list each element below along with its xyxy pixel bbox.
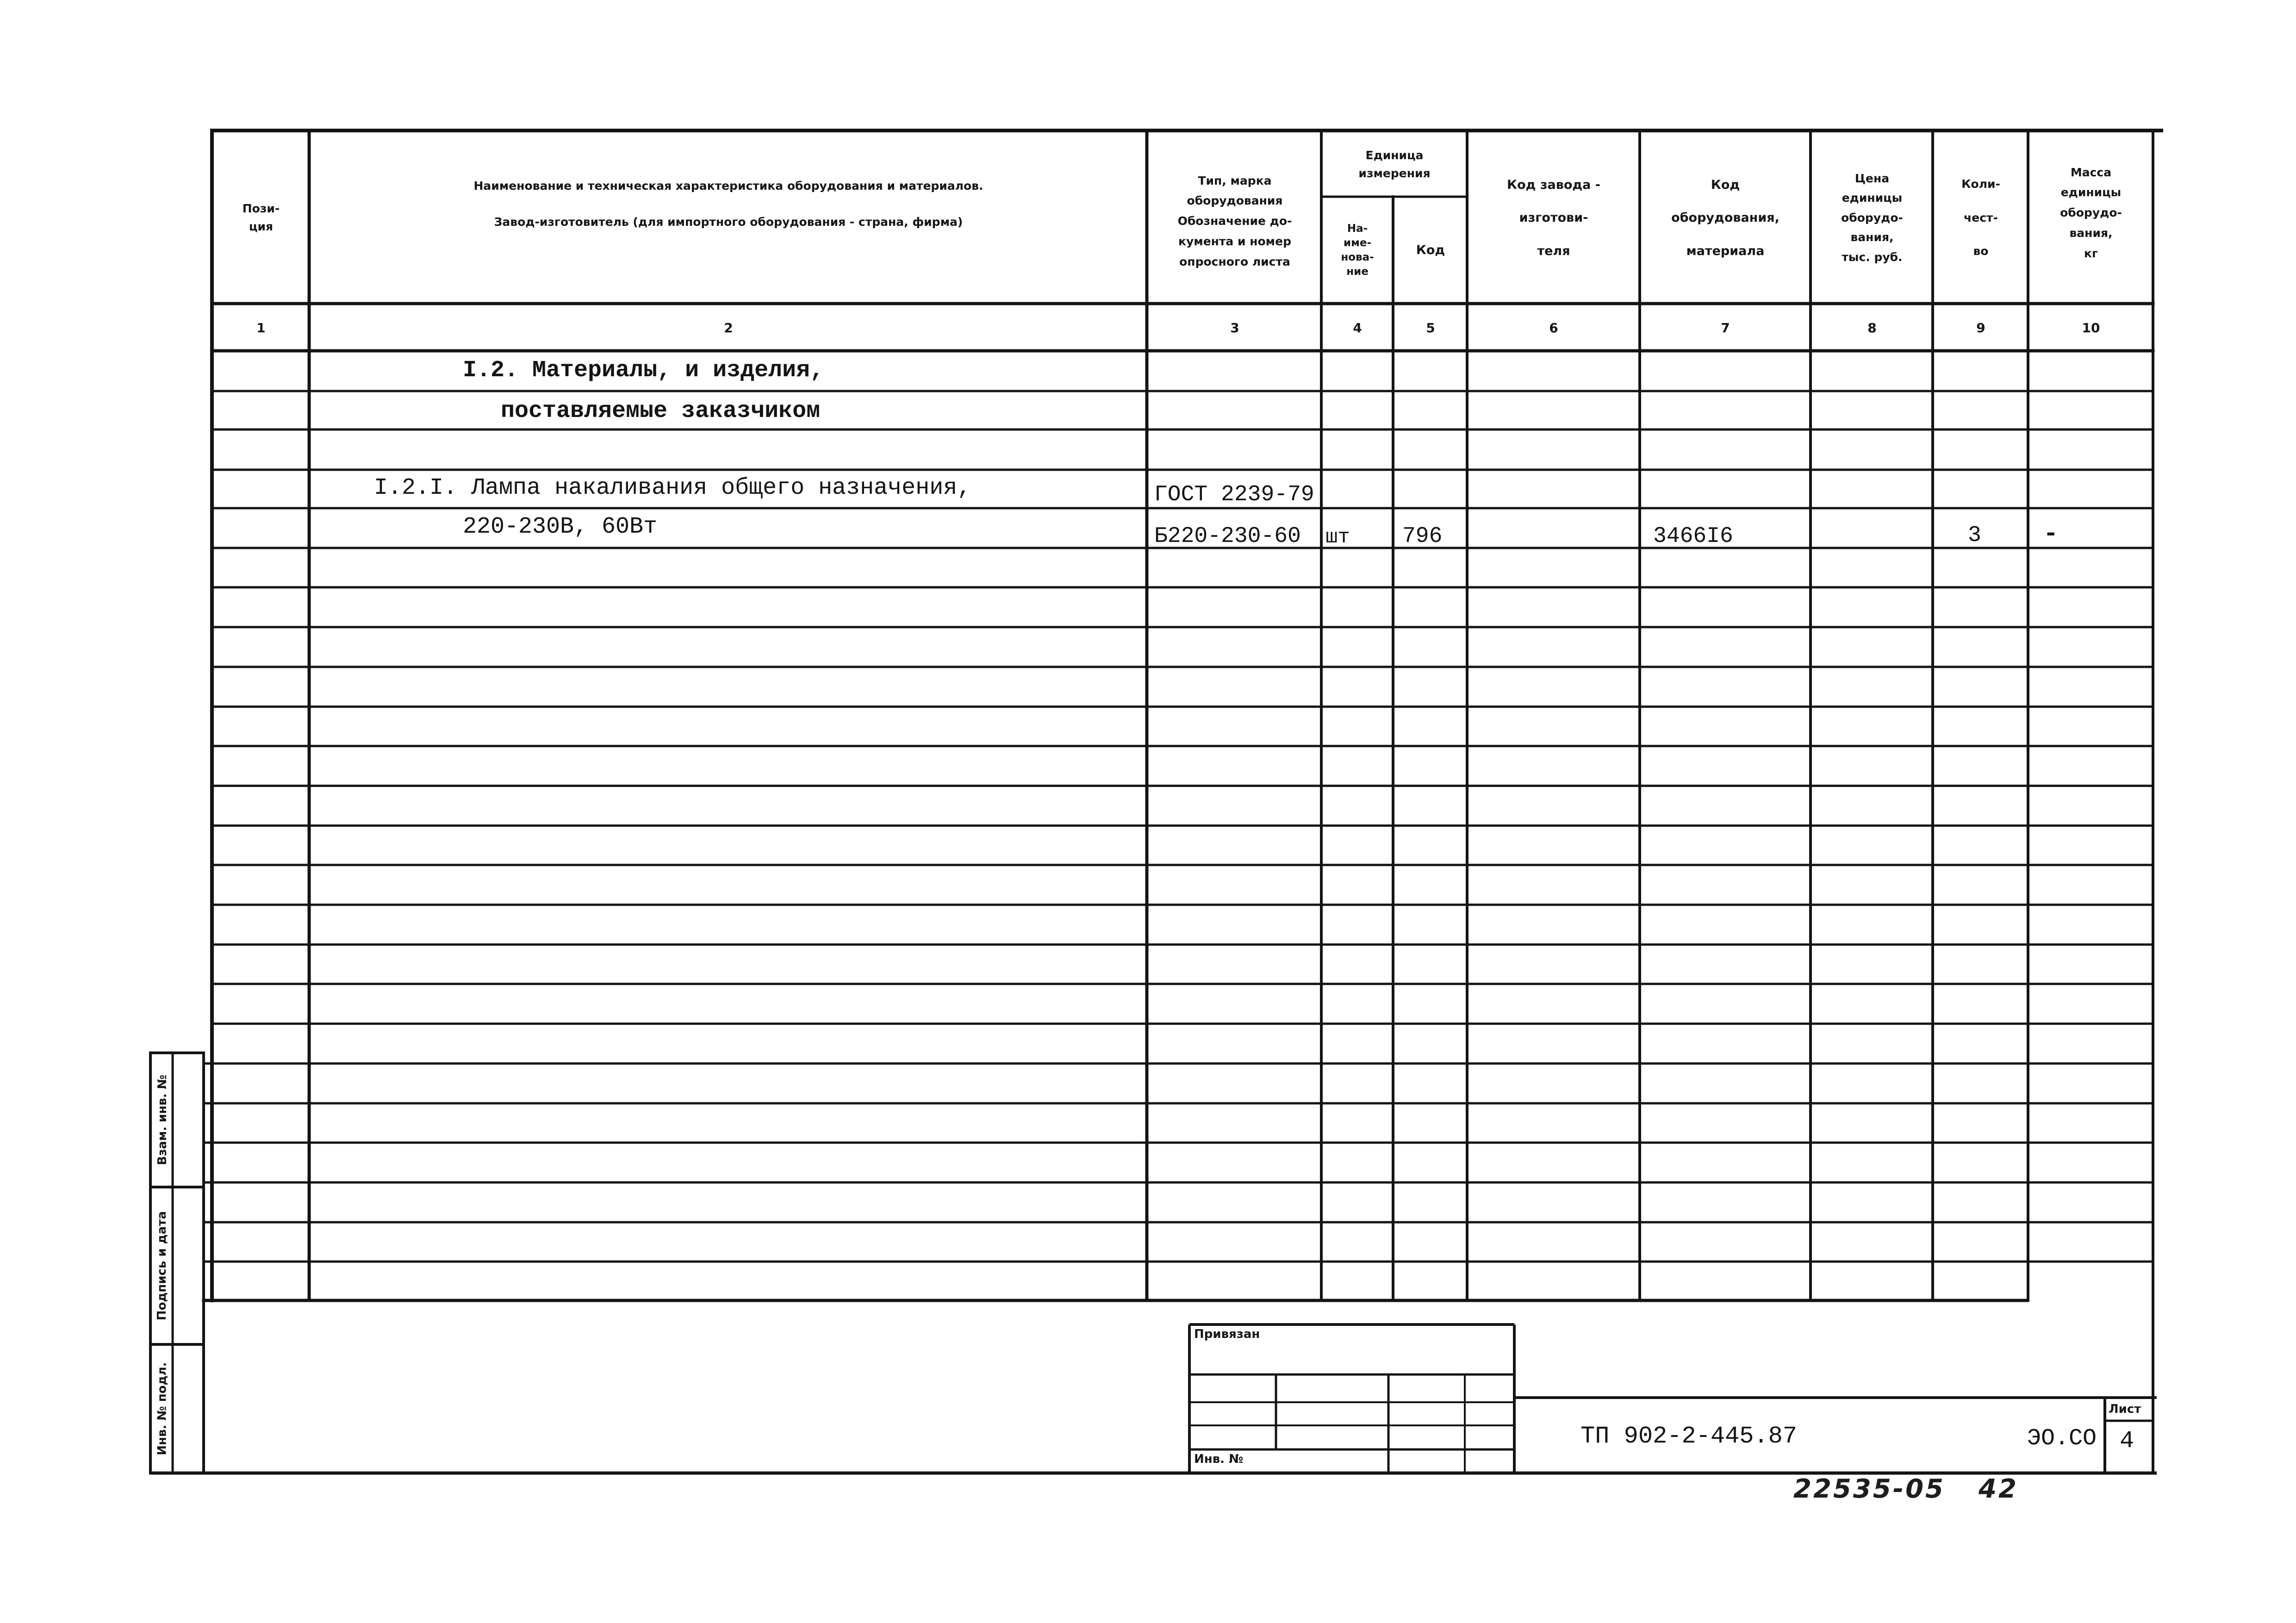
section-code: ЭО.СО <box>2027 1425 2097 1452</box>
header-unit-group: Единица измерения <box>1358 149 1431 180</box>
sheet-label: Лист <box>2109 1402 2141 1416</box>
header-price: Цена единицы оборудо- вания, тыс. руб. <box>1841 171 1903 264</box>
item-mass: - <box>2043 520 2059 548</box>
item-standard: ГОСТ 2239-79 <box>1154 482 1314 507</box>
header-unit-name: На- име- нова- ние <box>1341 222 1374 278</box>
colnum-1: 1 <box>256 320 266 336</box>
item-equip-code: 3466I6 <box>1653 524 1733 549</box>
header-mass: Масса единицы оборудо- вания, кг <box>2060 165 2122 260</box>
item-unit: шт <box>1325 526 1350 549</box>
section-heading-line-2: поставляемые заказчиком <box>501 398 821 424</box>
bound-label: Привязан <box>1194 1327 1260 1341</box>
side-signature-date: Подпись и дата <box>155 1211 169 1321</box>
header-maker-code: Код завода - изготови- теля <box>1507 177 1600 258</box>
colnum-4: 4 <box>1353 320 1362 336</box>
header-unit-code: Код <box>1416 243 1445 258</box>
document-code: ТП 902-2-445.87 <box>1580 1423 1798 1450</box>
colnum-2: 2 <box>724 320 733 336</box>
colnum-3: 3 <box>1230 320 1239 336</box>
colnum-6: 6 <box>1549 320 1558 336</box>
sheet-number: 4 <box>2120 1427 2134 1455</box>
item-name-line-1: I.2.I. Лампа накаливания общего назначения, <box>374 475 971 501</box>
section-heading-line-1: I.2. Материалы, и изделия, <box>463 357 824 384</box>
item-type: Б220-230-60 <box>1154 524 1301 549</box>
colnum-10: 10 <box>2082 320 2100 336</box>
colnum-5: 5 <box>1426 320 1435 336</box>
item-unit-code: 796 <box>1402 524 1443 549</box>
side-swap-inv: Взам. инв. № <box>155 1075 169 1165</box>
header-name: Наименование и техническая характеристика оборудования и материалов. Завод-изготовитель (для импортного оборудования - страна, фирма) <box>473 179 983 229</box>
archive-number: 22535-05 <box>1793 1474 1945 1504</box>
inv-no-label: Инв. № <box>1194 1452 1244 1466</box>
header-position: Пози- ция <box>242 202 280 233</box>
header-equip-code: Код оборудования, материала <box>1671 177 1780 258</box>
colnum-9: 9 <box>1976 320 1985 336</box>
page-number: 42 <box>1979 1474 2018 1504</box>
side-orig-inv: Инв. № подл. <box>155 1362 169 1455</box>
colnum-8: 8 <box>1867 320 1877 336</box>
item-quantity: 3 <box>1968 523 1981 548</box>
colnum-7: 7 <box>1721 320 1730 336</box>
header-qty: Коли- чест- во <box>1961 177 2000 258</box>
item-name-line-2: 220-230В, 60Вт <box>463 514 658 540</box>
header-type: Тип, марка оборудования Обозначение до- кумента и номер опросного листа <box>1177 174 1292 268</box>
